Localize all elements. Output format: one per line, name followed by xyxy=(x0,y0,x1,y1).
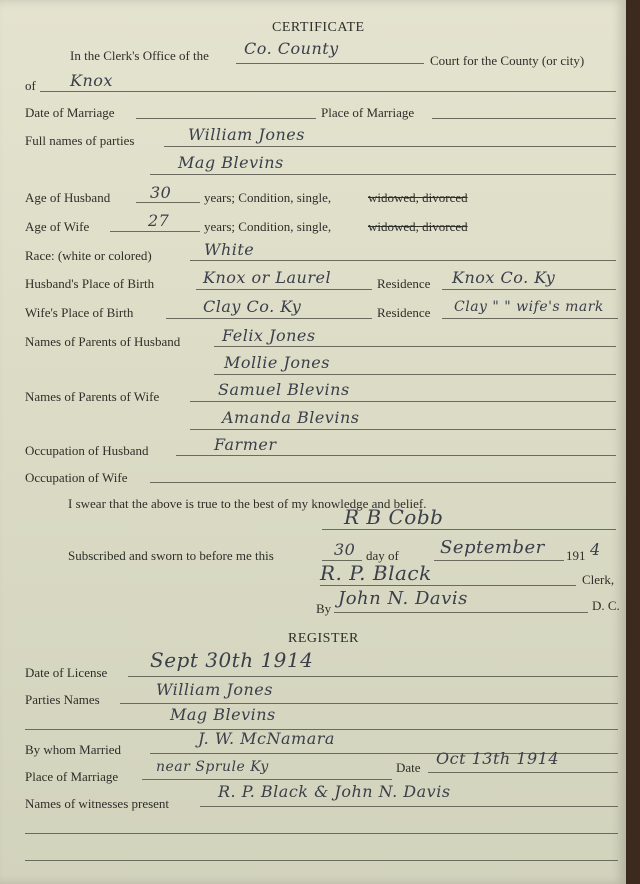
certificate-title: CERTIFICATE xyxy=(272,20,365,35)
date-line xyxy=(428,772,618,773)
occupation-husband-value: Farmer xyxy=(214,435,277,454)
of-label: of xyxy=(25,78,36,93)
occupation-husband-label: Occupation of Husband xyxy=(25,443,149,458)
sworn-month: September xyxy=(440,537,545,558)
deputy-signature-line xyxy=(334,612,588,613)
date-of-license-value: Sept 30th 1914 xyxy=(150,648,314,672)
parents-wife-label: Names of Parents of Wife xyxy=(25,389,160,404)
husband-birth-value: Knox or Laurel xyxy=(203,268,332,287)
date-of-license-line xyxy=(128,676,618,677)
parent-wife-2-line xyxy=(190,429,616,430)
full-names-label: Full names of parties xyxy=(25,133,135,148)
oath-signature-line xyxy=(322,529,616,530)
parent-wife-1-value: Samuel Blevins xyxy=(218,380,350,399)
age-wife-label: Age of Wife xyxy=(25,219,90,234)
page-edge xyxy=(626,0,640,884)
parent-husband-2-value: Mollie Jones xyxy=(224,353,330,372)
husband-condition-text: years; Condition, single, xyxy=(204,190,332,205)
sworn-year-printed: 191 xyxy=(566,548,586,563)
oath-signature: R B Cobb xyxy=(344,505,444,529)
age-husband-label: Age of Husband xyxy=(25,190,111,205)
by-whom-label: By whom Married xyxy=(25,742,122,757)
husband-residence-value: Knox Co. Ky xyxy=(452,268,556,287)
witnesses-line xyxy=(200,806,618,807)
parent-husband-1-value: Felix Jones xyxy=(222,326,316,345)
of-value: Knox xyxy=(70,71,113,90)
date-of-marriage-label: Date of Marriage xyxy=(25,105,115,120)
occupation-wife-label: Occupation of Wife xyxy=(25,470,128,485)
deputy-signature: John N. Davis xyxy=(338,588,468,609)
age-husband-value: 30 xyxy=(150,183,172,202)
by-label: By xyxy=(316,601,332,616)
date-of-license-label: Date of License xyxy=(25,665,108,680)
parent-wife-1-line xyxy=(190,401,616,402)
place-of-marriage-label: Place of Marriage xyxy=(321,105,415,120)
register-party-2: Mag Blevins xyxy=(170,705,276,724)
sworn-day: 30 xyxy=(334,540,356,559)
of-line xyxy=(40,91,616,92)
clerk-office-line xyxy=(236,63,424,64)
place-of-marriage-line xyxy=(432,118,616,119)
sworn-month-line xyxy=(434,560,564,561)
witnesses-value: R. P. Black & John N. Davis xyxy=(218,782,451,801)
husband-birth-label: Husband's Place of Birth xyxy=(25,276,155,291)
witnesses-extra-line-1 xyxy=(25,833,618,834)
place-line xyxy=(142,779,392,780)
clerk-label: Clerk, xyxy=(582,572,615,587)
place-value: near Sprule Ky xyxy=(156,759,269,775)
witnesses-label: Names of witnesses present xyxy=(25,796,170,811)
register-party-1: William Jones xyxy=(156,680,273,699)
husband-struck-text: widowed, divorced xyxy=(368,190,468,205)
clerk-signature: R. P. Black xyxy=(320,561,432,585)
party-2-value: Mag Blevins xyxy=(178,153,284,172)
occupation-wife-line xyxy=(150,482,616,483)
wife-birth-label: Wife's Place of Birth xyxy=(25,305,134,320)
by-whom-value: J. W. McNamara xyxy=(198,729,335,748)
parent-husband-1-line xyxy=(214,346,616,347)
wife-struck-text: widowed, divorced xyxy=(368,219,468,234)
parties-names-label: Parties Names xyxy=(25,692,100,707)
race-value: White xyxy=(204,240,255,259)
occupation-husband-line xyxy=(176,455,616,456)
wife-birth-value: Clay Co. Ky xyxy=(203,297,302,316)
day-of-label: day of xyxy=(366,548,399,563)
husband-residence-line xyxy=(442,289,616,290)
parents-husband-label: Names of Parents of Husband xyxy=(25,334,181,349)
wife-residence-line xyxy=(442,318,618,319)
party-1-line xyxy=(164,146,616,147)
wife-residence-value: Clay " " wife's mark xyxy=(454,299,604,315)
court-label: Court for the County (or city) xyxy=(430,53,585,68)
wife-residence-label: Residence xyxy=(377,305,431,320)
clerk-office-value: Co. County xyxy=(244,39,339,58)
wife-condition-text: years; Condition, single, xyxy=(204,219,332,234)
race-line xyxy=(190,260,616,261)
date-value: Oct 13th 1914 xyxy=(436,749,559,768)
dc-label: D. C. xyxy=(592,598,620,613)
place-label: Place of Marriage xyxy=(25,769,119,784)
clerk-signature-line xyxy=(320,585,576,586)
husband-birth-line xyxy=(196,289,372,290)
party-1-value: William Jones xyxy=(188,125,305,144)
husband-residence-label: Residence xyxy=(377,276,431,291)
age-wife-value: 27 xyxy=(148,211,170,230)
parent-husband-2-line xyxy=(214,374,616,375)
clerk-office-label: In the Clerk's Office of the xyxy=(70,48,209,63)
race-label: Race: (white or colored) xyxy=(25,248,152,263)
subscribed-label: Subscribed and sworn to before me this xyxy=(68,548,274,563)
oath-text: I swear that the above is true to the best of my knowledge and belief. xyxy=(68,496,427,511)
age-wife-line xyxy=(110,231,200,232)
witnesses-extra-line-2 xyxy=(25,860,618,861)
sworn-year-written: 4 xyxy=(590,540,601,559)
register-party-1-line xyxy=(120,703,618,704)
date-of-marriage-line xyxy=(136,118,316,119)
parent-wife-2-value: Amanda Blevins xyxy=(222,408,360,427)
register-title: REGISTER xyxy=(288,631,359,646)
wife-birth-line xyxy=(166,318,372,319)
date-label: Date xyxy=(396,760,421,775)
party-2-line xyxy=(150,174,616,175)
age-husband-line xyxy=(136,202,200,203)
